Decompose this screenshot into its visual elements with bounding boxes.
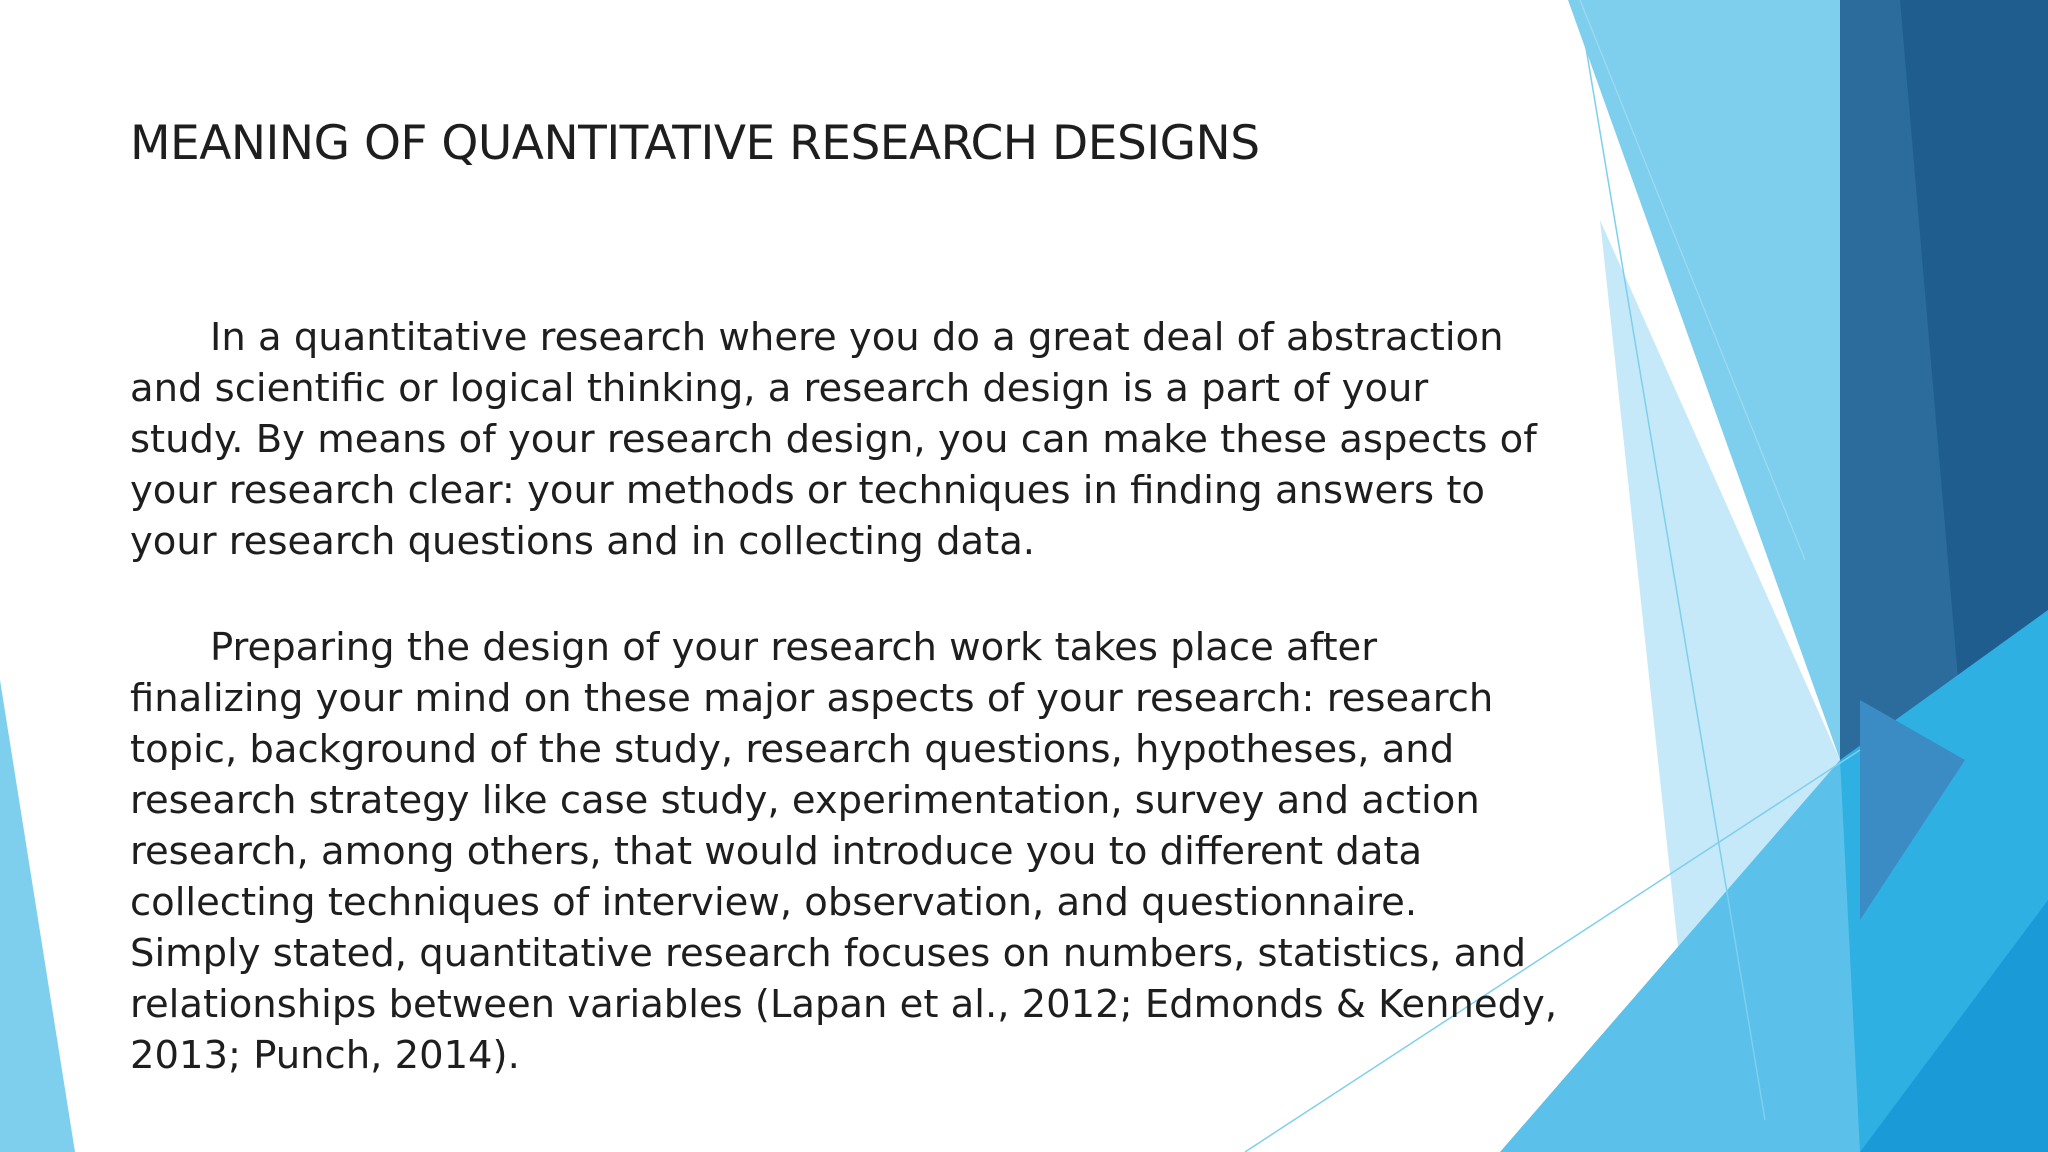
left-edge-wedge [0, 680, 75, 1152]
slide-body [130, 312, 1570, 1081]
paragraph-line: research strategy like case study, experimentation, survey and action [130, 778, 1480, 823]
paragraph-line: Simply stated, quantitative research focuses on numbers, statistics, and [130, 931, 1527, 976]
slide-title: MEANING OF QUANTITATIVE RESEARCH DESIGNS [130, 116, 1260, 171]
paragraph-line: collecting techniques of interview, observation, and questionnaire. [130, 880, 1418, 925]
paragraph-line: your research clear: your methods or techniques in finding answers to [130, 468, 1485, 513]
paragraph-1 [130, 312, 1570, 567]
paragraph-line: relationships between variables (Lapan et al., 2012; Edmonds & Kennedy, [130, 982, 1558, 1027]
paragraph-line: topic, background of the study, research questions, hypotheses, and [130, 727, 1455, 772]
paragraph-line: study. By means of your research design, you can make these aspects of [130, 417, 1537, 462]
paragraph-line: your research questions and in collecting data. [130, 519, 1036, 564]
paragraph-line: research, among others, that would introduce you to different data [130, 829, 1423, 874]
paragraph-line: finalizing your mind on these major aspects of your research: research [130, 676, 1494, 721]
paragraph-line: and scientific or logical thinking, a research design is a part of your [130, 366, 1429, 411]
paragraph-line: Preparing the design of your research work takes place after [210, 625, 1378, 670]
paragraph-line: In a quantitative research where you do a great deal of abstraction [210, 315, 1504, 360]
paragraph-2 [130, 622, 1570, 1081]
paragraph-line: 2013; Punch, 2014). [130, 1033, 520, 1078]
